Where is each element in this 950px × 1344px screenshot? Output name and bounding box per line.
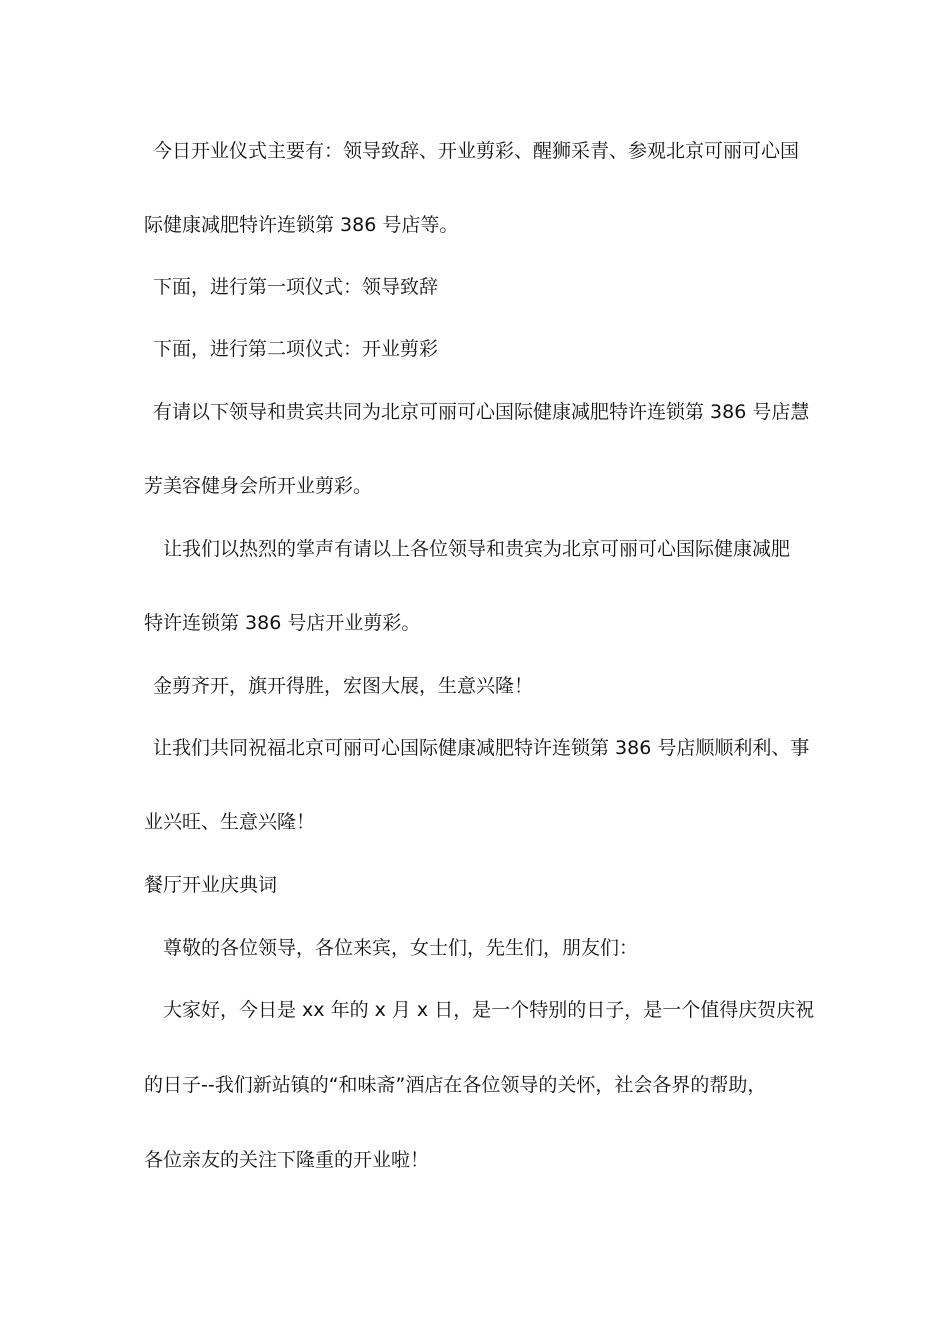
paragraph-line: 让我们共同祝福北京可丽可心国际健康减肥特许连锁第 386 号店顺顺利利、事 (153, 737, 810, 759)
paragraph-line: 业兴旺、生意兴隆！ (144, 811, 316, 833)
paragraph-line: 下面，进行第二项仪式：开业剪彩 (153, 338, 439, 360)
paragraph-line: 让我们以热烈的掌声有请以上各位领导和贵宾为北京可丽可心国际健康减肥 (163, 538, 791, 560)
paragraph-line: 金剪齐开，旗开得胜，宏图大展，生意兴隆！ (153, 675, 534, 697)
paragraph-line: 下面，进行第一项仪式：领导致辞 (153, 276, 439, 298)
paragraph-line: 大家好，今日是 xx 年的 x 月 x 日，是一个特别的日子，是一个值得庆贺庆祝 (163, 999, 815, 1021)
paragraph-line: 芳美容健身会所开业剪彩。 (144, 475, 373, 497)
paragraph-line: 尊敬的各位领导，各位来宾，女士们，先生们，朋友们： (163, 937, 639, 959)
paragraph-line: 有请以下领导和贵宾共同为北京可丽可心国际健康减肥特许连锁第 386 号店慧 (153, 401, 810, 423)
section-heading: 餐厅开业庆典词 (144, 874, 278, 896)
paragraph-line: 的日子--我们新站镇的“和味斋”酒店在各位领导的关怀，社会各界的帮助， (144, 1074, 767, 1096)
paragraph-line: 今日开业仪式主要有：领导致辞、开业剪彩、醒狮采青、参观北京可丽可心国 (153, 140, 800, 162)
paragraph-line: 各位亲友的关注下隆重的开业啦！ (144, 1149, 430, 1171)
paragraph-line: 特许连锁第 386 号店开业剪彩。 (144, 612, 421, 634)
paragraph-line: 际健康减肥特许连锁第 386 号店等。 (144, 214, 459, 236)
